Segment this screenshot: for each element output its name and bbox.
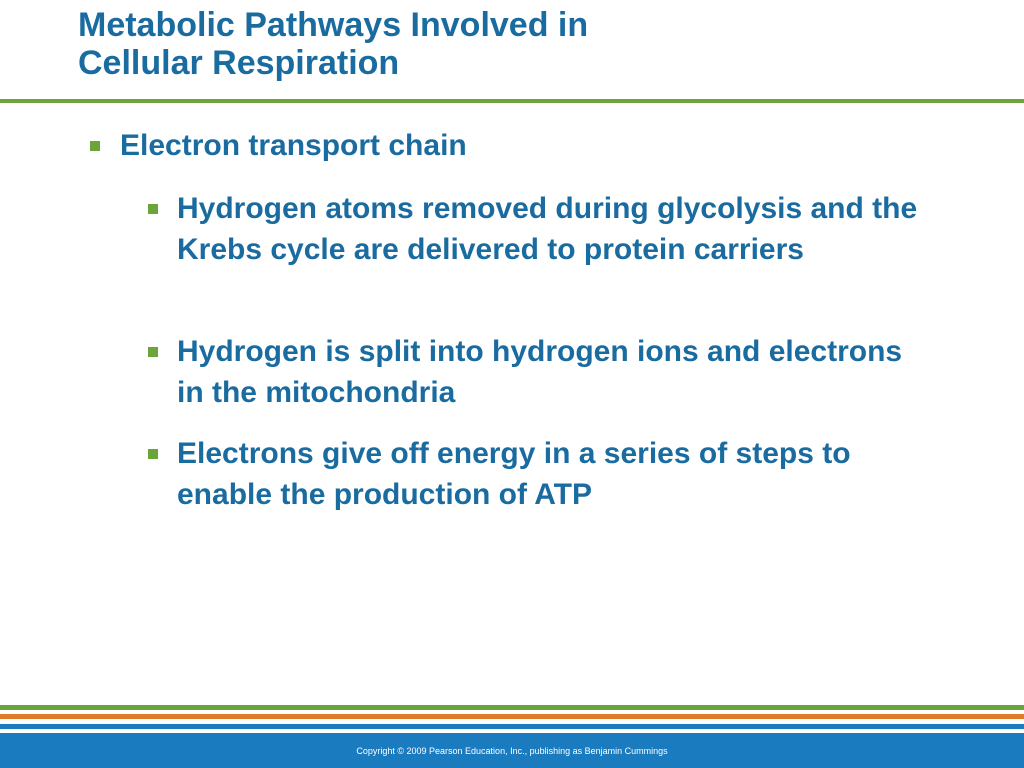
sub-bullet-item [148, 331, 937, 413]
title-divider [0, 99, 1024, 103]
square-bullet-icon [148, 449, 158, 459]
copyright-text: Copyright © 2009 Pearson Education, Inc., publishing as Benjamin Cummings [356, 746, 668, 756]
footer-stripe-green [0, 705, 1024, 710]
bullet-item [90, 125, 467, 166]
footer-stripe-blue [0, 724, 1024, 729]
square-bullet-icon [148, 347, 158, 357]
sub-bullet-item [148, 188, 937, 270]
square-bullet-icon [148, 204, 158, 214]
slide-title [78, 6, 978, 82]
square-bullet-icon [90, 141, 100, 151]
footer-bar [0, 733, 1024, 768]
footer-stripe-orange [0, 714, 1024, 719]
sub-bullet-text: Hydrogen is split into hydrogen ions and electrons in the mitochondria [177, 335, 903, 409]
slide-title-line-2: Cellular Respiration [78, 44, 400, 82]
slide-title-line-1: Metabolic Pathways Involved in [78, 6, 589, 44]
bullet-text: Electron transport chain [120, 129, 467, 162]
sub-bullet-text: Electrons give off energy in a series of steps to enable the production of ATP [177, 437, 851, 511]
sub-bullet-item [148, 433, 937, 515]
sub-bullet-text: Hydrogen atoms removed during glycolysis and the Krebs cycle are delivered to protein carriers [177, 192, 918, 266]
